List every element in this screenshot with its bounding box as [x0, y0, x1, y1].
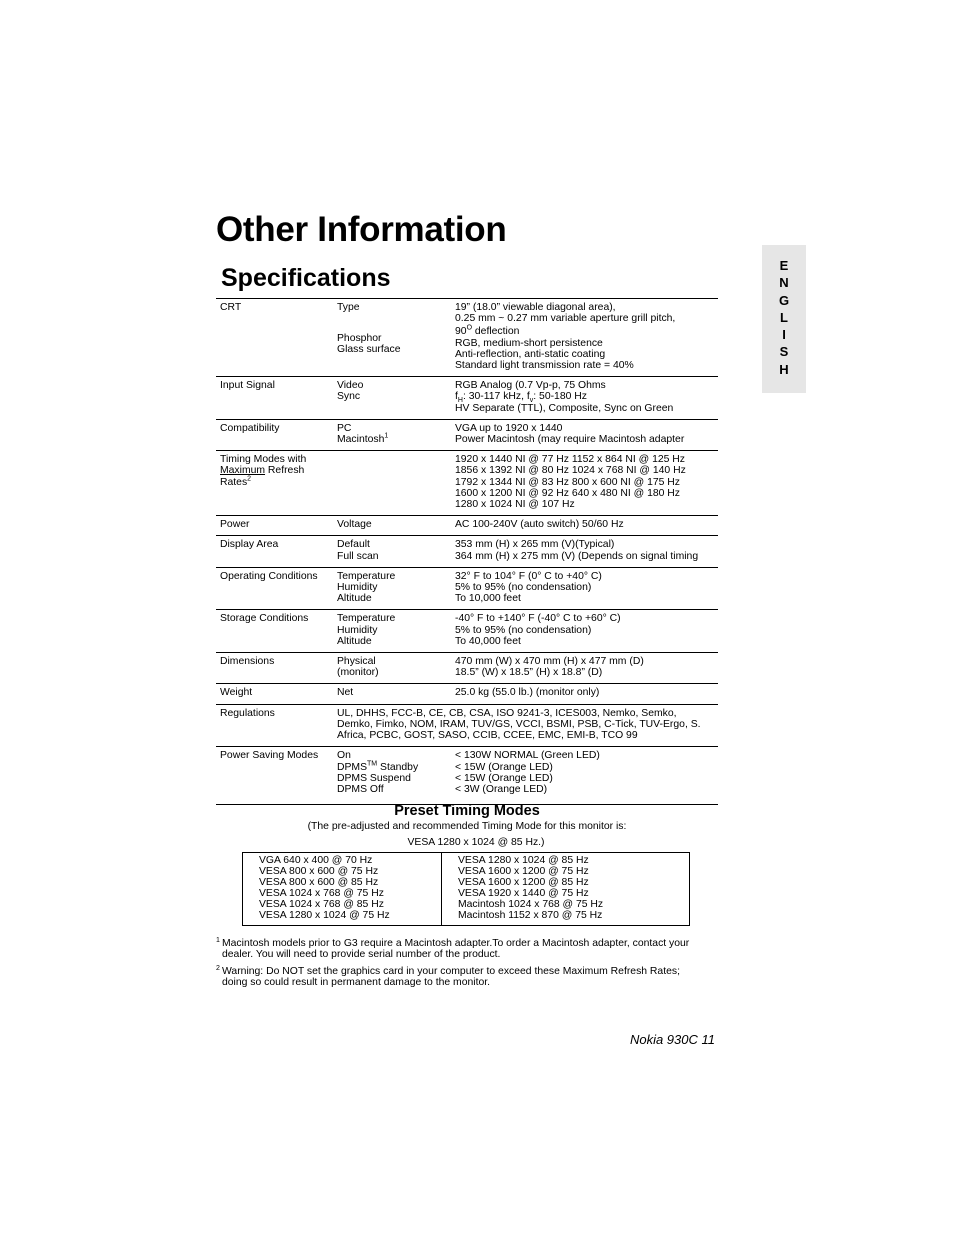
spec-value: UL, DHHS, FCC-B, CE, CB, CSA, ISO 9241-3, ICES003, Nemko, Semko, Demko, Fimko, NOM, IRAM, TUV/GS, VCCI, BSMI, PSB, C-Tick, TUV-Ergo, S. Africa, PCBC, GOST, SASO, CCIB, CCEE, EMC, EMI-B, TCO 99 — [337, 707, 701, 742]
spec-sublabel: PC — [337, 422, 352, 434]
preset-timing-heading: Preset Timing Modes — [394, 803, 540, 819]
spec-sublabel: Full scan — [337, 550, 379, 562]
spec-row-storage-conditions — [216, 610, 718, 653]
spec-value: 353 mm (H) x 265 mm (V)(Typical) — [455, 539, 615, 551]
spec-value: $90^O$ deflection — [455, 324, 520, 338]
spec-row-timing-modes — [216, 451, 718, 516]
spec-value: 5% to 95% (no condensation) — [455, 624, 592, 636]
footnote-text: dealer. You will need to provide serial number of the product. — [222, 949, 501, 960]
timing-value: 1856 x 1392 NI @ 80 Hz 1024 x 768 NI @ 140 Hz — [455, 465, 686, 477]
spec-value: 18.5” (W) x 18.5” (H) x 18.8” (D) — [455, 667, 603, 679]
spec-value: 364 mm (H) x 275 mm (V) (Depends on signal timing — [455, 550, 699, 562]
language-tab-letter: L — [780, 309, 788, 325]
spec-value: < 15W (Orange LED) — [455, 761, 553, 773]
footnote-text: doing so could result in permanent damage to the monitor. — [222, 977, 491, 988]
spec-label: Timing Modes with — [220, 454, 307, 466]
language-tab-letter: N — [779, 275, 789, 291]
preset-mode: VESA 1600 x 1200 @ 85 Hz — [458, 877, 589, 888]
preset-mode: VESA 1920 x 1440 @ 75 Hz — [458, 888, 589, 899]
footnote-2 — [216, 966, 726, 988]
spec-row-power — [216, 516, 718, 536]
spec-value: 19” (18.0” viewable diagonal area), — [455, 302, 616, 313]
spec-value: Power Macintosh (may require Macintosh adapter — [455, 434, 685, 446]
spec-value: To 10,000 feet — [455, 593, 521, 605]
footnote-1 — [216, 938, 726, 960]
preset-mode: Macintosh 1152 x 870 @ 75 Hz — [458, 910, 603, 921]
language-tab-letter: H — [779, 361, 789, 377]
timing-value: 1280 x 1024 NI @ 107 Hz — [455, 499, 575, 511]
spec-sublabel: Temperature — [337, 570, 396, 582]
preset-mode: VESA 800 x 600 @ 75 Hz — [259, 866, 379, 877]
spec-row-operating-conditions — [216, 568, 718, 611]
spec-row-crt — [216, 299, 718, 377]
spec-value: AC 100-240V (auto switch) 50/60 Hz — [455, 519, 624, 531]
preset-mode: VGA 640 x 400 @ 70 Hz — [259, 855, 373, 866]
spec-row-weight — [216, 684, 718, 704]
section-title-specifications: Specifications — [221, 264, 391, 292]
spec-label: Storage Conditions — [220, 613, 309, 625]
preset-mode: VESA 800 x 600 @ 85 Hz — [259, 877, 379, 888]
spec-sublabel: Physical — [337, 656, 376, 668]
spec-label: Maximum Refresh — [220, 465, 305, 477]
spec-row-dimensions — [216, 653, 718, 684]
spec-sublabel: Macintosh$^1$ — [337, 432, 389, 446]
preset-mode: VESA 1024 x 768 @ 85 Hz — [259, 899, 384, 910]
preset-mode: Macintosh 1024 x 768 @ 75 Hz — [458, 899, 604, 910]
spec-sublabel: On — [337, 750, 351, 762]
spec-value: $f_H$: 30-117 kHz, $f_v$: 50-180 Hz — [455, 391, 587, 405]
preset-timing-note: (The pre-adjusted and recommended Timing Mode for this monitor is: — [307, 821, 627, 832]
spec-label: Power — [220, 519, 250, 531]
spec-row-compatibility — [216, 420, 718, 451]
spec-row-regulations — [216, 705, 718, 748]
spec-value: < 15W (Orange LED) — [455, 772, 553, 784]
page-title: Other Information — [216, 210, 507, 249]
timing-value: 1920 x 1440 NI @ 77 Hz 1152 x 864 NI @ 125 Hz — [455, 454, 685, 466]
spec-sublabel: (monitor) — [337, 667, 379, 679]
spec-sublabel: Default — [337, 539, 370, 551]
language-tab — [762, 245, 806, 393]
spec-label: Display Area — [220, 539, 279, 551]
preset-modes-right-column — [442, 853, 689, 925]
spec-sublabel: Sync — [337, 391, 361, 403]
spec-value: 0.25 mm ~ 0.27 mm variable aperture grill pitch, — [455, 313, 676, 325]
preset-modes-left-column — [243, 853, 442, 925]
language-tab-letter: E — [779, 258, 789, 273]
preset-mode: VESA 1024 x 768 @ 75 Hz — [259, 888, 384, 899]
spec-row-power-saving — [216, 747, 718, 805]
spec-sublabel: Altitude — [337, 593, 372, 605]
spec-label: Operating Conditions — [220, 570, 318, 582]
spec-value: Anti-reflection, anti-static coating — [455, 348, 606, 360]
spec-value: Standard light transmission rate = 40% — [455, 360, 634, 372]
spec-value: < 130W NORMAL (Green LED) — [455, 750, 600, 762]
spec-sublabel: DPMS Off — [337, 783, 384, 795]
timing-value: 1600 x 1200 NI @ 92 Hz 640 x 480 NI @ 180 Hz — [455, 487, 680, 499]
spec-value: 470 mm (W) x 470 mm (H) x 477 mm (D) — [455, 656, 644, 668]
spec-sublabel: Humidity — [337, 624, 378, 636]
spec-value: 5% to 95% (no condensation) — [455, 582, 592, 594]
spec-sublabel: Voltage — [337, 519, 372, 531]
spec-label: Regulations — [220, 707, 275, 719]
preset-recommended-mode: VESA 1280 x 1024 @ 85 Hz.) — [407, 837, 545, 848]
spec-value: VGA up to 1920 x 1440 — [455, 422, 563, 434]
spec-label: Power Saving Modes — [220, 750, 319, 762]
spec-sublabel: Video — [337, 380, 364, 392]
timing-value: 1792 x 1344 NI @ 83 Hz 800 x 600 NI @ 175 Hz — [455, 476, 680, 488]
spec-value: < 3W (Orange LED) — [455, 783, 548, 795]
footnote-number: 1 — [216, 937, 220, 944]
spec-row-input-signal — [216, 377, 718, 420]
language-tab-letter: I — [782, 327, 786, 343]
spec-sublabel: Phosphor — [337, 333, 382, 345]
spec-sublabel: DPMS Suspend — [337, 772, 411, 784]
spec-label: Dimensions — [220, 656, 275, 668]
spec-row-display-area — [216, 536, 718, 567]
spec-sublabel: DPMS™ Standby — [337, 760, 419, 773]
spec-value: RGB, medium-short persistence — [455, 337, 603, 349]
spec-sublabel: Altitude — [337, 635, 372, 647]
language-tab-letter: G — [778, 292, 790, 308]
spec-label: Input Signal — [220, 380, 275, 392]
footnote-number: 2 — [216, 965, 220, 972]
preset-mode: VESA 1280 x 1024 @ 75 Hz — [259, 910, 390, 921]
specifications-table — [216, 298, 718, 805]
language-tab-letter: S — [779, 344, 789, 360]
spec-label: Compatibility — [220, 422, 280, 434]
preset-modes-table — [242, 852, 690, 926]
preset-mode: VESA 1280 x 1024 @ 85 Hz — [458, 855, 589, 866]
spec-value: To 40,000 feet — [455, 635, 521, 647]
spec-label: CRT — [220, 302, 242, 313]
spec-value: 25.0 kg (55.0 lb.) (monitor only) — [455, 687, 600, 699]
spec-sublabel: Humidity — [337, 582, 378, 594]
spec-value: HV Separate (TTL), Composite, Sync on Green — [455, 402, 674, 414]
spec-sublabel: Glass surface — [337, 344, 401, 356]
spec-value: -40° F to +140° F (-40° C to +60° C) — [455, 613, 621, 625]
preset-mode: VESA 1600 x 1200 @ 75 Hz — [458, 866, 589, 877]
spec-sublabel: Temperature — [337, 613, 396, 625]
footnote-text: Warning: Do NOT set the graphics card in your computer to exceed these Maximum Refresh Rates; — [222, 966, 680, 977]
spec-sublabel: Type — [337, 302, 360, 313]
footnote-text: Macintosh models prior to G3 require a Macintosh adapter.To order a Macintosh adapter, contact your — [222, 938, 690, 949]
spec-value: 32° F to 104° F (0° C to +40° C) — [455, 570, 602, 582]
spec-label: Weight — [220, 687, 253, 699]
spec-value: RGB Analog (0.7 Vp-p, 75 Ohms — [455, 380, 606, 392]
spec-label: Rates$^2$ — [220, 475, 252, 488]
spec-sublabel: Net — [337, 687, 354, 699]
page-footer: Nokia 930C 11 — [629, 1032, 715, 1047]
